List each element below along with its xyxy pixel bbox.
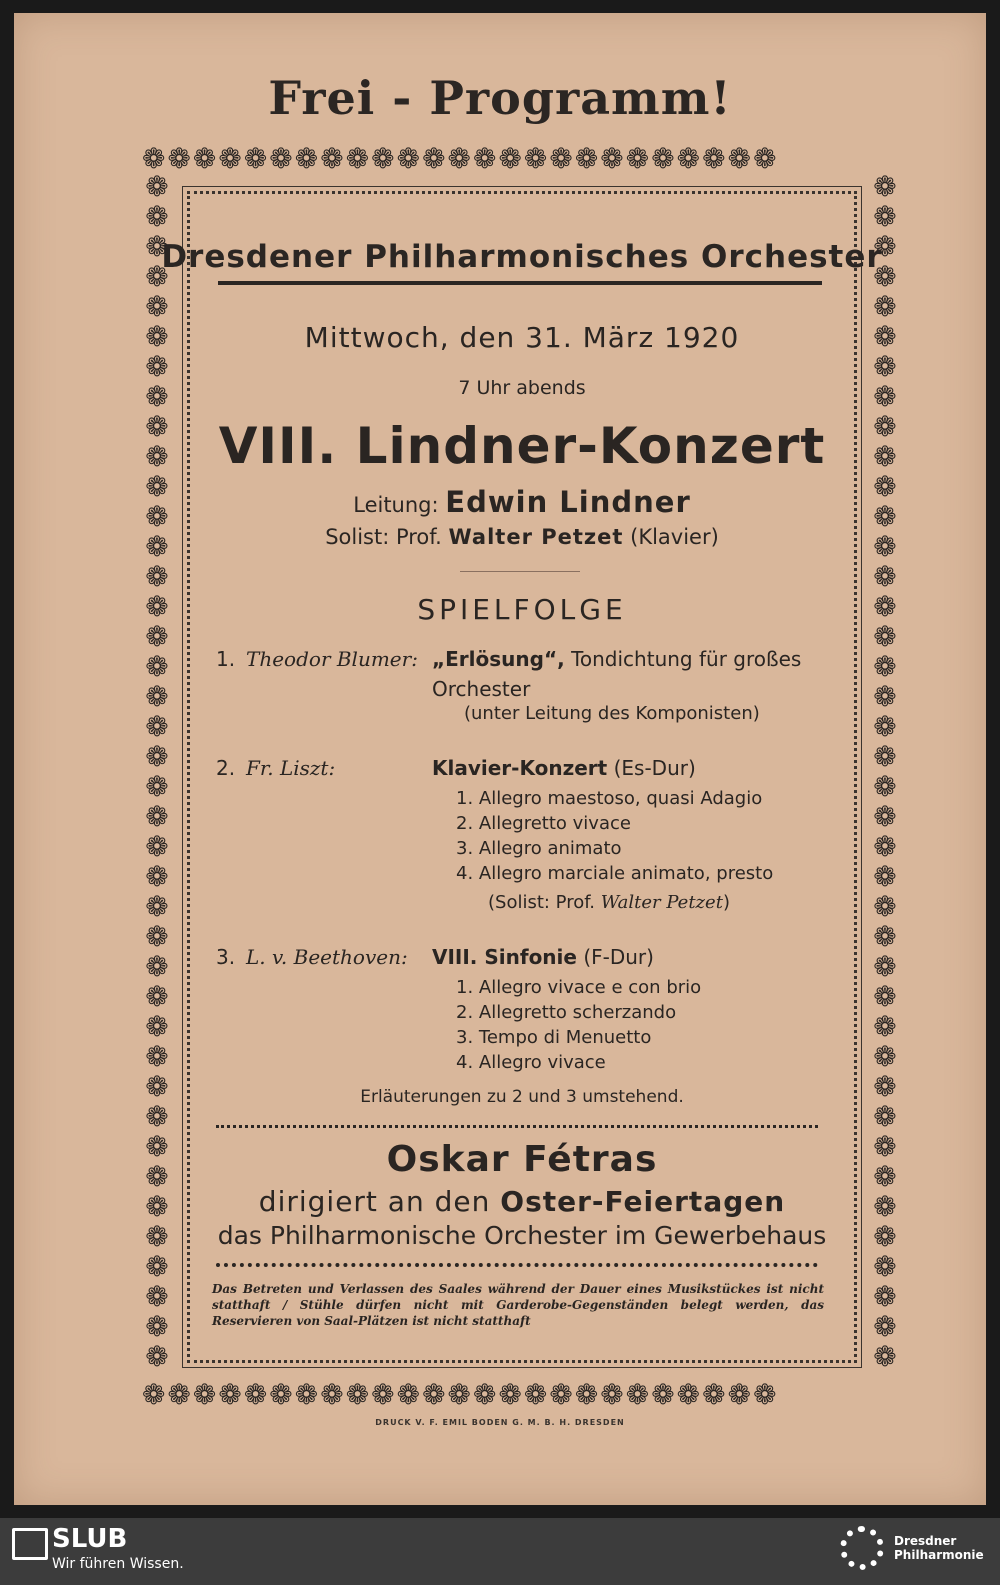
guest-conductor-line-pre: dirigiert an den [258, 1185, 491, 1218]
program-item-3-movement: 3. Tempo di Menuetto [456, 1027, 652, 1048]
concert-date: Mittwoch, den 31. März 1920 [304, 321, 740, 354]
program-item-2-soloist-post: ) [722, 892, 730, 913]
program-item-1-desc2: Orchester [432, 677, 531, 701]
slub-logo-text: SLUB [52, 1524, 128, 1554]
program-item-1-note: (unter Leitung des Komponisten) [464, 703, 760, 724]
explanations-note: Erläuterungen zu 2 und 3 umstehend. [360, 1087, 684, 1107]
program-item-3-work-line [432, 945, 654, 969]
border-top-ornament: ❁❁❁❁❁❁❁❁❁❁❁❁❁❁❁❁❁❁❁❁❁❁❁❁❁ [142, 145, 779, 175]
dotted-divider-bottom [216, 1263, 818, 1267]
program-item-2-movement: 4. Allegro marciale animato, presto [456, 863, 774, 884]
program-item-1-composer: Theodor Blumer: [246, 647, 418, 671]
dotted-divider-top [216, 1125, 818, 1128]
border-right-ornament: ❁ ❁ ❁ ❁ ❁ ❁ ❁ ❁ ❁ ❁ ❁ ❁ ❁ ❁ ❁ ❁ ❁ ❁ ❁ ❁ ❁ ❁ ❁ ❁ ❁ ❁ ❁ ❁ ❁ ❁ ❁ ❁ ❁ ❁ ❁ ❁ ❁ ❁ ❁ ❁ [873, 173, 897, 1373]
guest-conductor-holiday: Oster-Feiertagen [500, 1185, 786, 1218]
program-item-3-movement: 2. Allegretto scherzando [456, 1002, 677, 1023]
program-item-2-composer: Fr. Liszt: [246, 756, 336, 780]
slub-logo-icon [12, 1528, 48, 1560]
program-item-2-work: Klavier-Konzert [432, 756, 608, 780]
conductor-label: Leitung: [353, 493, 439, 517]
border-left-ornament: ❁ ❁ ❁ ❁ ❁ ❁ ❁ ❁ ❁ ❁ ❁ ❁ ❁ ❁ ❁ ❁ ❁ ❁ ❁ ❁ ❁ ❁ ❁ ❁ ❁ ❁ ❁ ❁ ❁ ❁ ❁ ❁ ❁ ❁ ❁ ❁ ❁ ❁ ❁ ❁ [145, 173, 169, 1373]
program-item-1-work-line [432, 647, 801, 671]
program-item-1-number: 1. [216, 647, 236, 671]
program-item-2-movement: 3. Allegro animato [456, 838, 622, 859]
program-item-3-number: 3. [216, 945, 236, 969]
orchestra-name: Dresdener Philharmonisches Orchester [161, 239, 883, 275]
concert-title: VIII. Lindner-Konzert [218, 417, 826, 475]
hall-notice: Das Betreten und Verlassen des Saales während der Dauer eines Musikstückes ist nicht statthaft / Stühle dürfen nicht mit Garderobe-Gegenständen belegt werden, das Reservieren von Saal-Plätzen ist nicht statthaft [212, 1282, 824, 1328]
slub-tagline: Wir führen Wissen. [52, 1556, 184, 1572]
program-item-2-number: 2. [216, 756, 236, 780]
program-item-2-movement: 2. Allegretto vivace [456, 813, 631, 834]
orchestra-underline [218, 281, 822, 285]
program-heading: SPIELFOLGE [417, 593, 627, 626]
program-item-1-work: „Erlösung“, [432, 647, 565, 671]
soloist-line [142, 525, 902, 549]
conductor-name: Edwin Lindner [445, 485, 691, 519]
program-item-1-desc: Tondichtung für großes [571, 647, 802, 671]
ornamental-border [142, 145, 902, 1413]
program-item-2-work-line [432, 756, 696, 780]
footer-bar [0, 1518, 1000, 1585]
program-sheet [14, 13, 986, 1505]
guest-conductor-name: Oskar Fétras [386, 1139, 658, 1180]
guest-conductor-line [142, 1185, 902, 1218]
concert-time: 7 Uhr abends [458, 377, 586, 399]
program-item-3-key: (F-Dur) [583, 945, 654, 969]
program-item-3-movement: 4. Allegro vivace [456, 1052, 606, 1073]
program-item-2-soloist [488, 892, 730, 913]
program-item-3-work: VIII. Sinfonie [432, 945, 577, 969]
program-item-3-movement: 1. Allegro vivace e con brio [456, 977, 702, 998]
soloist-label: Solist: Prof. [325, 525, 442, 549]
soloist-name: Walter Petzet [448, 525, 624, 549]
printer-imprint: DRUCK V. F. EMIL BODEN G. M. B. H. DRESDEN [375, 1418, 625, 1427]
soloist-instrument: (Klavier) [630, 525, 719, 549]
philharmonie-line1: Dresdner [894, 1534, 957, 1548]
page-title: Frei - Programm! [268, 71, 732, 125]
program-item-2-key: (Es-Dur) [613, 756, 696, 780]
divider [460, 571, 580, 572]
conductor-line [142, 485, 902, 519]
program-item-2-soloist-pre: (Solist: Prof. [488, 892, 595, 913]
program-item-2-soloist-name: Walter Petzet [600, 892, 723, 913]
philharmonie-logo-icon [840, 1526, 884, 1570]
philharmonie-logo-text [894, 1534, 984, 1562]
program-item-2-movement: 1. Allegro maestoso, quasi Adagio [456, 788, 763, 809]
border-bottom-ornament: ❁❁❁❁❁❁❁❁❁❁❁❁❁❁❁❁❁❁❁❁❁❁❁❁❁ [142, 1381, 779, 1411]
guest-conductor-venue: das Philharmonische Orchester im Gewerbehaus [217, 1221, 827, 1250]
philharmonie-line2: Philharmonie [894, 1548, 984, 1562]
program-item-3-composer: L. v. Beethoven: [246, 945, 408, 969]
